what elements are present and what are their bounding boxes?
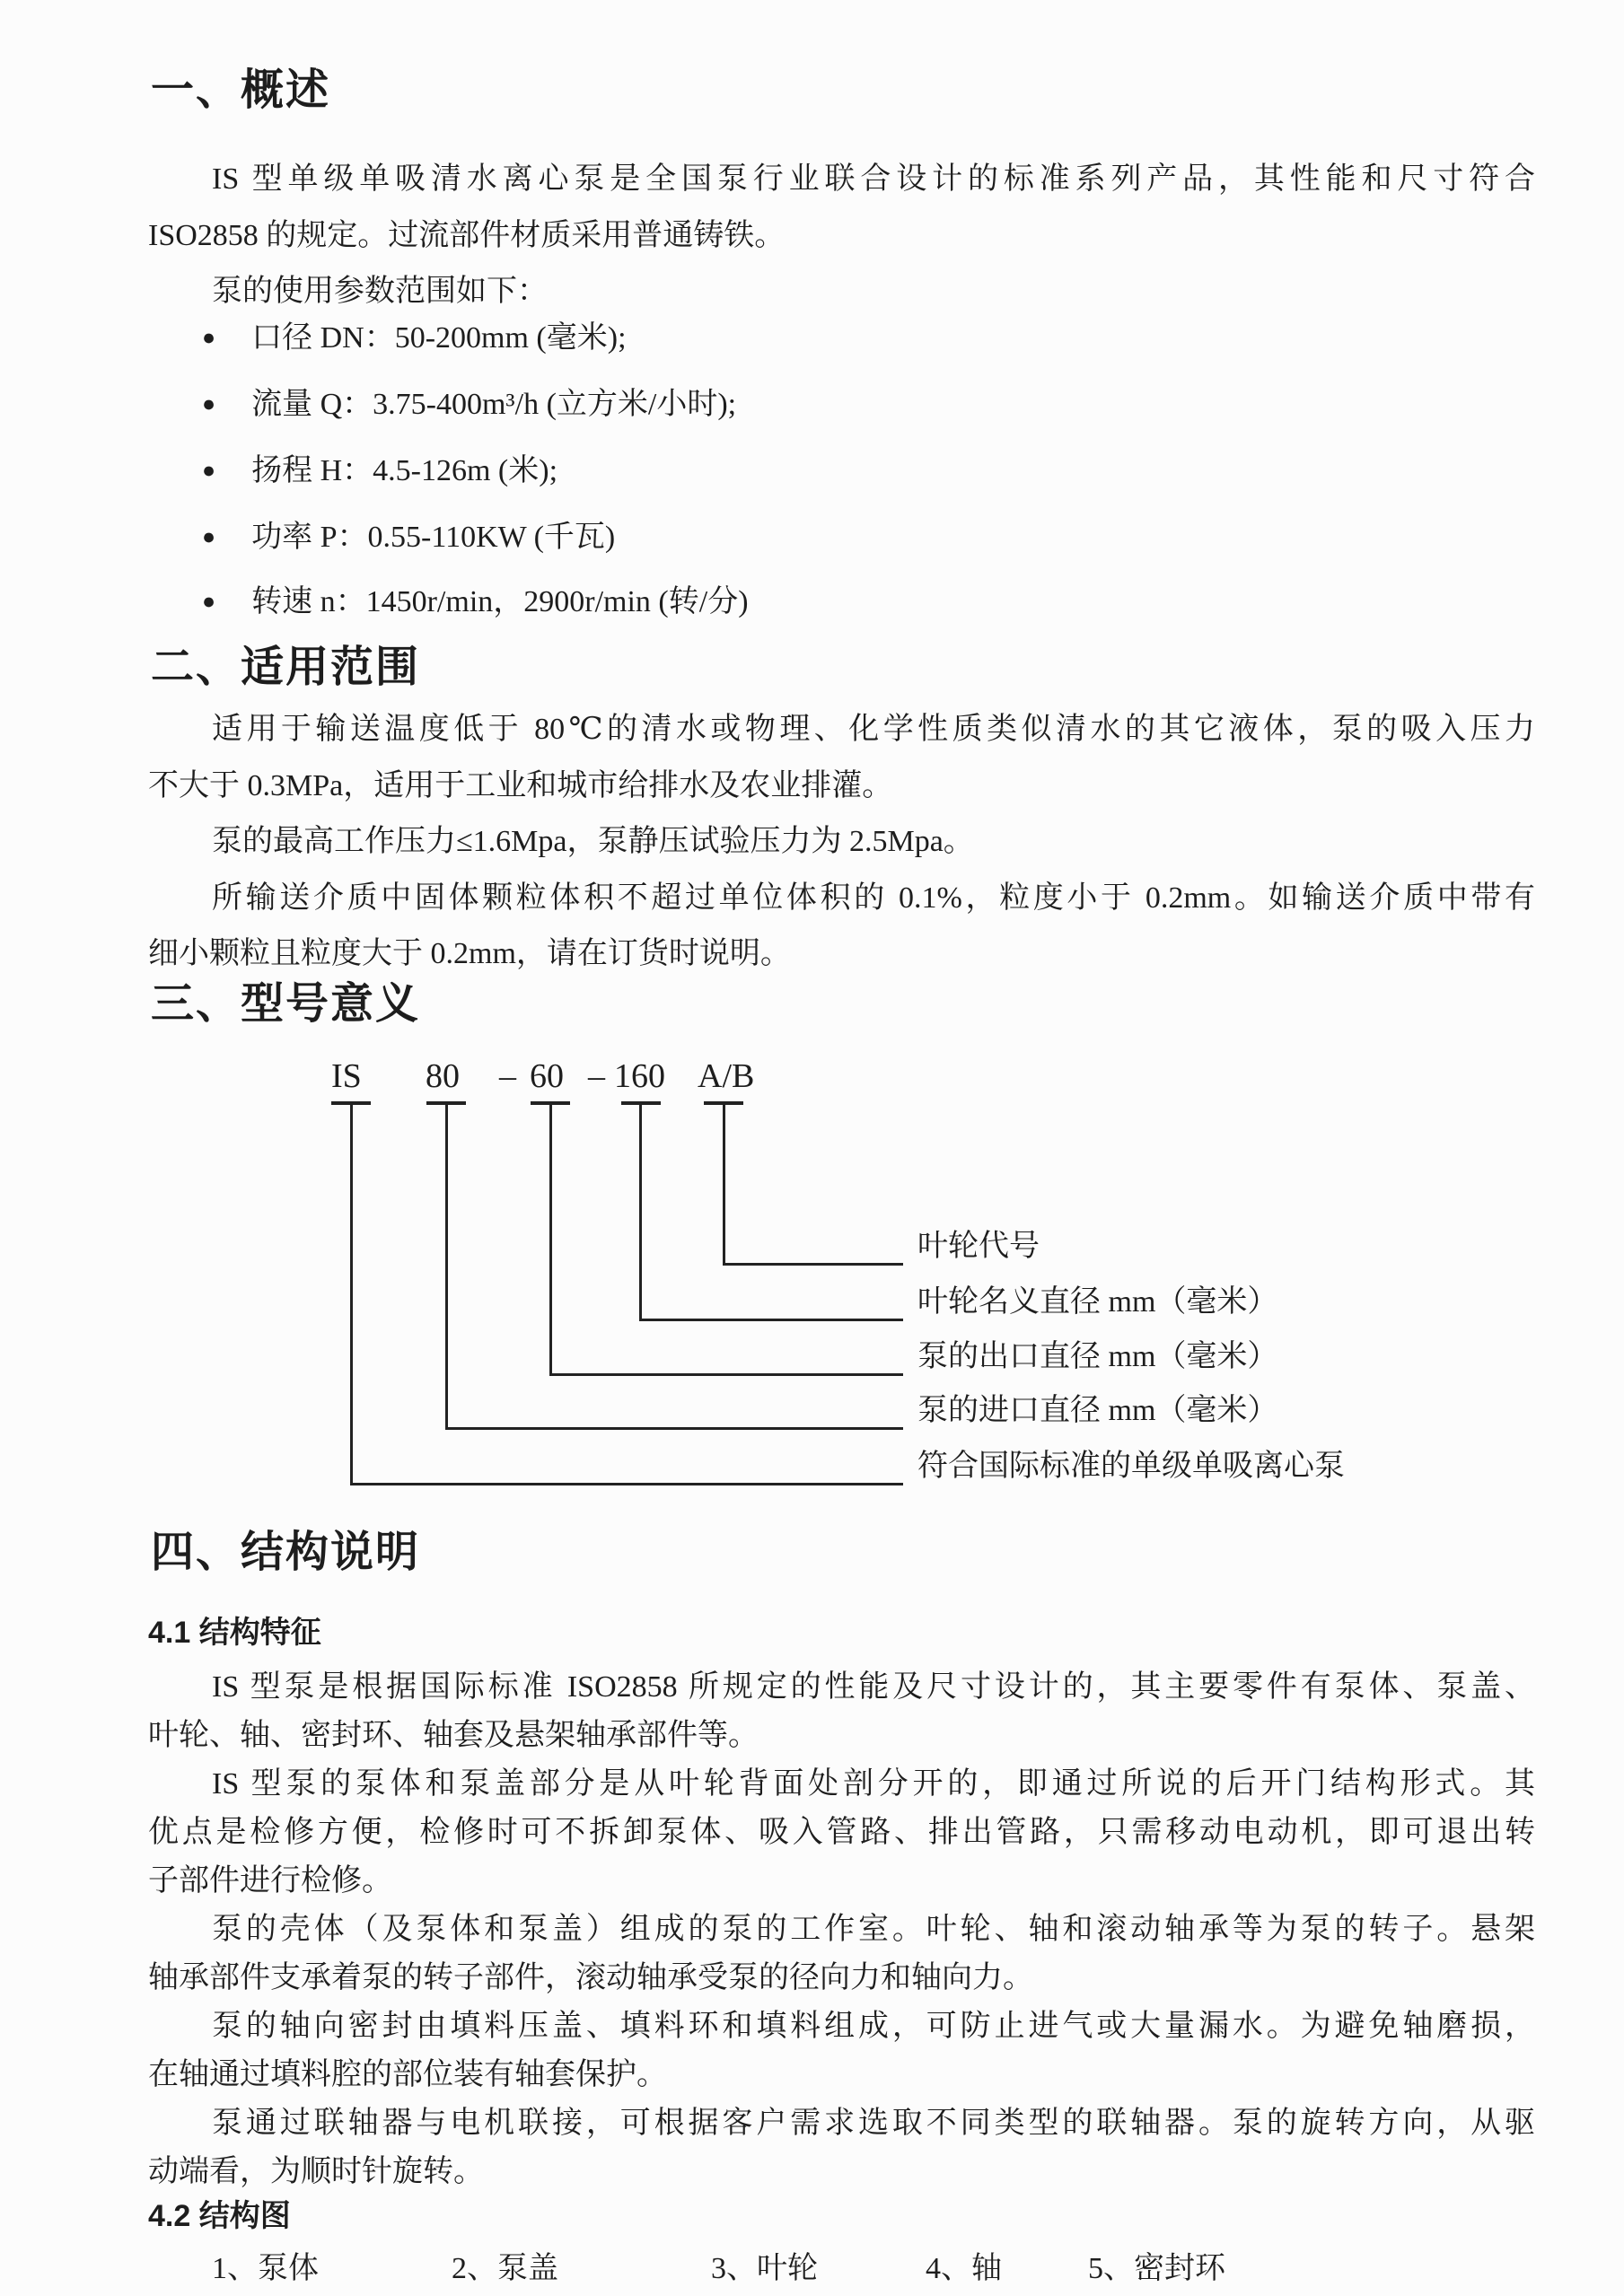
diagram-label: 泵的出口直径 mm（毫米） [917,1340,1278,1373]
paragraph-line: 适用于输送温度低于 80℃的清水或物理、化学性质类似清水的其它液体，泵的吸入压力 [212,713,1535,746]
part-label: 5、密封环 [1088,2252,1225,2285]
spec-list-item-text: 流量 Q：3.75-400m³/h (立方米/小时); [251,388,737,421]
paragraph-line: 泵的使用参数范围如下： [212,275,548,308]
spec-list-item-text: 功率 P：0.55-110KW (千瓦) [251,521,616,554]
model-code-token: IS [331,1057,362,1095]
spec-list-item-text: 扬程 H：4.5-126m (米); [251,454,558,487]
section-2-heading: 二、适用范围 [151,644,421,691]
paragraph-line: 泵的最高工作压力≤1.6Mpa，泵静压试验压力为 2.5Mpa。 [212,825,974,858]
model-code-token: – [499,1057,516,1095]
paragraph-line: 泵的壳体（及泵体和泵盖）组成的泵的工作室。叶轮、轴和滚动轴承等为泵的转子。悬架 [212,1913,1535,1946]
spec-list-item [202,319,627,358]
model-code-token: 160 [614,1057,665,1095]
paragraph-line: IS 型泵是根据国际标准 ISO2858 所规定的性能及尺寸设计的，其主要零件有泵体、泵盖、 [212,1670,1535,1704]
diagram-label: 泵的进口直径 mm（毫米） [917,1394,1278,1427]
paragraph-line: 叶轮、轴、密封环、轴套及悬架轴承部件等。 [148,1719,759,1752]
paragraph-line: 在轴通过填料腔的部位装有轴套保护。 [148,2058,667,2091]
section-4-heading: 四、结构说明 [151,1529,421,1576]
spec-list-item-text: 转速 n：1450r/min，2900r/min (转/分) [251,585,749,618]
bullet-icon: ● [202,392,216,416]
paragraph-line: 所输送介质中固体颗粒体积不超过单位体积的 0.1%，粒度小于 0.2mm。如输送介质中带有 [212,881,1535,915]
model-code-token: 80 [426,1057,460,1095]
section-3-heading: 三、型号意义 [151,980,421,1028]
part-label: 3、叶轮 [711,2252,818,2285]
paragraph-line: 轴承部件支承着泵的转子部件，滚动轴承受泵的径向力和轴向力。 [148,1961,1033,1994]
paragraph-line: IS 型泵的泵体和泵盖部分是从叶轮背面处剖分开的，即通过所说的后开门结构形式。其 [212,1767,1535,1801]
spec-list-item [202,518,615,557]
paragraph-line: ISO2858 的规定。过流部件材质采用普通铸铁。 [148,219,786,252]
section-4-1-subheading: 4.1 结构特征 [148,1616,321,1650]
diagram-connector-line [350,1105,903,1485]
bullet-icon: ● [202,459,216,483]
diagram-label: 叶轮代号 [917,1230,1040,1263]
part-label: 1、泵体 [212,2252,319,2285]
bullet-icon: ● [202,525,216,549]
model-code-token: 60 [530,1057,564,1095]
paragraph-line: IS 型单级单吸清水离心泵是全国泵行业联合设计的标准系列产品，其性能和尺寸符合 [212,162,1535,196]
part-label: 4、轴 [926,2252,1002,2285]
bullet-icon: ● [202,326,216,350]
diagram-label: 叶轮名义直径 mm（毫米） [917,1285,1278,1319]
spec-list-item-text: 口径 DN：50-200mm (毫米); [251,321,627,355]
bullet-icon: ● [202,590,216,614]
model-code-token: – [588,1057,605,1095]
part-label: 2、泵盖 [452,2252,558,2285]
paragraph-line: 子部件进行检修。 [148,1864,392,1897]
paragraph-line: 动端看，为顺时针旋转。 [148,2155,484,2188]
section-4-2-subheading: 4.2 结构图 [148,2199,291,2233]
paragraph-line: 泵的轴向密封由填料压盖、填料环和填料组成，可防止进气或大量漏水。为避免轴磨损， [212,2010,1535,2043]
spec-list-item [202,451,557,491]
section-1-heading: 一、概述 [151,66,331,114]
paragraph-line: 细小颗粒且粒度大于 0.2mm，请在订货时说明。 [148,937,791,970]
paragraph-line: 优点是检修方便，检修时可不拆卸泵体、吸入管路、排出管路，只需移动电动机，即可退出转 [148,1816,1535,1849]
paragraph-line: 不大于 0.3MPa，适用于工业和城市给排水及农业排灌。 [148,769,893,802]
diagram-label: 符合国际标准的单级单吸离心泵 [917,1450,1345,1483]
spec-list-item [202,583,749,622]
model-code-token: A/B [698,1057,755,1095]
spec-list-item [202,385,736,425]
paragraph-line: 泵通过联轴器与电机联接，可根据客户需求选取不同类型的联轴器。泵的旋转方向，从驱 [212,2107,1535,2140]
